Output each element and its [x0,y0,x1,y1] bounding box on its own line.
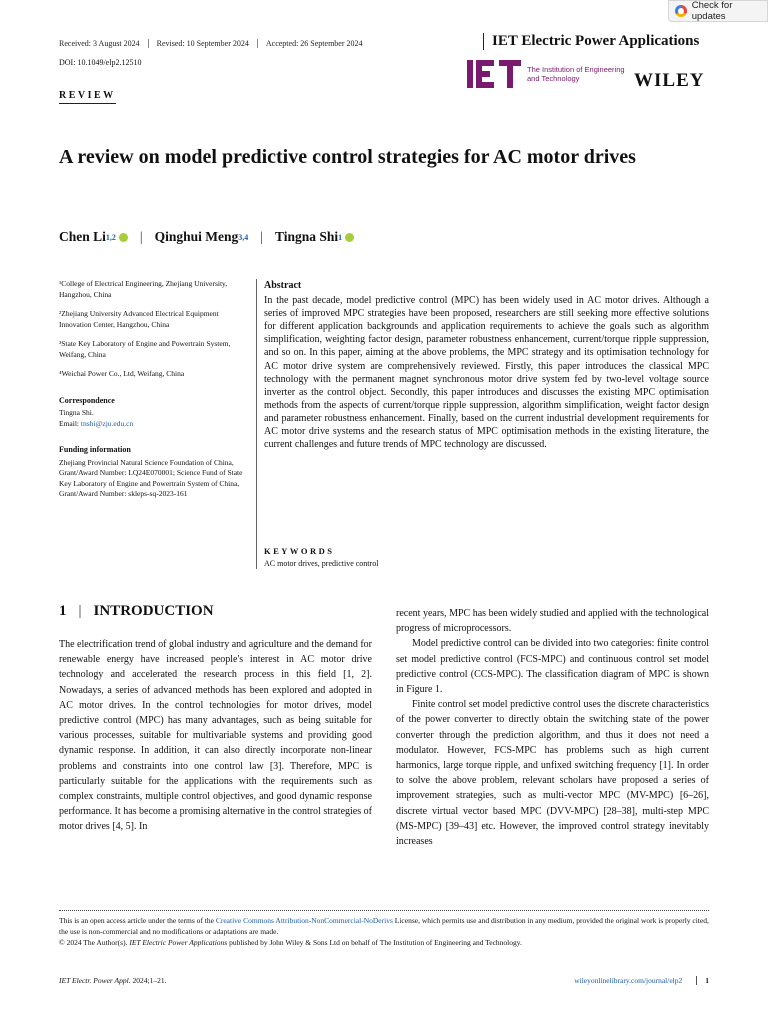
article-info-sidebar [59,279,249,500]
article-dates [59,39,371,48]
abstract [264,279,709,451]
license-link[interactable]: Creative Commons Attribution-NonCommercial-NoDerivs [215,916,393,925]
affiliation: ²Zhejiang University Advanced Electrical Equipment Innovation Center, Hangzhou, China [59,309,219,329]
check-for-updates-label: Check for updates [691,0,733,22]
section-separator: | [78,603,82,619]
correspondence-name: Tingna Shi. [59,408,94,417]
body-paragraph: recent years, MPC has been widely studied and applied with the technological progress of microprocessors. [396,608,709,635]
email-link[interactable]: tnshi@zju.edu.cn [80,418,134,428]
author-list [59,229,354,245]
funding-text: Zhejiang Provincial Natural Science Foundation of China, Grant/Award Number: LQ24E070001; Science Fund of State Key Laboratory of Engine and Powertrain System of China, Grant/Award Number: skleps-sq-2023-161 [59,457,243,498]
crossmark-icon [675,5,687,17]
section-number: 1 [59,603,67,619]
page-footer [59,976,709,985]
citation-year-pages: 2024;1–21. [130,976,167,985]
section-heading [59,603,214,620]
license-footnote [59,915,709,948]
body-paragraph: The electrification trend of global industry and agriculture and the demand for renewable energy have increased people's interest in AC motor drive technology and accelerated the research process in this field [1, 2]. Nowadays, a series of advanced methods has been explored and adopted in AC motor drives. In the control technologies for motor drives, model predictive control (MPC) has many advantages, such as being suitable for various processes, suitable for multivariable systems and providing good dynamic response. In addition, it can also directly incorporate non-linear problems and constraints into one control law [3]. Therefore, MPC is particularly suitable for the applications with the requirements such as complex constraints, multiple control objectives, and good dynamic response performance. It has become a promising alternative in the control strategies of motor drives [4, 5]. In [59,639,372,833]
iet-logo [467,60,637,88]
correspondence-email-row [59,419,249,430]
license-text: License, which permits use and distribution in any medium, provided the original work is properly cited, the use is non-commercial and no modifications or adaptations are made. [59,916,709,936]
received-date: Received: 3 August 2024 [59,39,140,48]
correspondence-heading: Correspondence [59,395,115,405]
keywords-text: AC motor drives, predictive control [264,559,379,568]
license-text: This is an open access article under the terms of the [59,916,216,925]
check-for-updates-button[interactable] [668,0,768,22]
article-title: A review on model predictive control strategies for AC motor drives [59,146,636,168]
accepted-date: Accepted: 26 September 2024 [257,39,371,48]
copyright-journal: IET Electric Power Applications [129,938,228,947]
copyright-text: © 2024 The Author(s). [59,938,130,947]
section-title: INTRODUCTION [93,603,214,619]
wiley-logo: WILEY [634,70,705,91]
footnote-divider [59,910,709,911]
keywords-heading: KEYWORDS [264,546,335,556]
affiliation: ⁴Weichai Power Co., Ltd, Weifang, China [59,369,185,378]
citation-journal: IET Electr. Power Appl. [59,976,131,985]
body-paragraph: Finite control set model predictive control uses the discrete characteristics of the power converter to directly obtain the switching state of the power converter through the prediction algorithm, and thus it does not need a modulator. However, FCS-MPC has problems such as high current harmonics, large torque ripple, and unfixed switching frequency [1]. In order to solve the above problem, relevant scholars have proposed a series of improvement strategies, such as multi-vector MPC (MV-MPC) [6–26], discrete virtual vector based MPC (DVV-MPC) [28–38], multi-step MPC (MS-MPC) [39–43] etc. However, the improved control strategy inevitably increases [396,699,709,848]
license-line [59,915,709,937]
institution-name: The Institution of Engineering and Technology [527,65,625,83]
column-divider [256,279,257,569]
iet-logo-mark [467,60,521,88]
body-column-left [59,637,372,835]
author-name[interactable]: Tingna Shi [274,229,339,244]
affiliation: ¹College of Electrical Engineering, Zhejiang University, Hangzhou, China [59,279,228,299]
author-name[interactable]: Qinghui Meng [154,229,239,244]
orcid-icon[interactable] [119,233,128,242]
journal-name: IET Electric Power Applications [483,33,699,50]
body-column-right [396,606,709,849]
keywords [264,546,378,568]
author-separator: | [260,229,263,244]
page-number: 1 [696,976,709,985]
affiliation: ³State Key Laboratory of Engine and Powertrain System, Weifang, China [59,339,231,359]
author-separator: | [139,229,143,244]
doi[interactable]: DOI: 10.1049/elp2.12510 [59,58,142,67]
copyright-text: published by John Wiley & Sons Ltd on behalf of The Institution of Engineering and Technology. [227,938,522,947]
abstract-text: In the past decade, model predictive control (MPC) has been widely used in AC motor drives. Although a series of improved MPC strategies have been proposed, researchers are still seeking more effective solutions for different application backgrounds and application requirements to achieve the goals such as algorithm simplification, weighting factor design, parameter robustness enhancement, current/torque ripple suppression, and so on. In this paper, aiming at the above problems, the MPC strategy and its optimisation technology for AC motor drive system are comprehensively reviewed. Firstly, this paper introduces the classical MPC technology with the permanent magnet synchronous motor drive system fed by two-level voltage source inverter as the control object. Secondly, this paper introduces and discusses the existing MPC optimisation methods from the aspects of current/torque ripple suppression, algorithm simplification, weight factor design and parameter robustness enhancement. Finally, based on the current industrial development requirements for AC motor drive systems and the research status of MPC optimisation methods in the existing literature, the current challenges and future trends of MPC technology are discussed. [264,295,709,451]
footer-right [574,976,709,985]
funding-heading: Funding information [59,445,131,454]
revised-date: Revised: 10 September 2024 [148,39,257,48]
journal-url-link[interactable]: wileyonlinelibrary.com/journal/elp2 [574,976,683,985]
body-paragraph: Model predictive control can be divided into two categories: finite control set model predictive control (FCS-MPC) and continuous control set model predictive control (CCS-MPC). The classification diagram of MPC is shown in Figure 1. [396,638,709,696]
copyright-line [59,937,709,948]
orcid-icon[interactable] [345,233,354,242]
author-affiliation-sup[interactable]: 3,4 [238,232,249,242]
citation [59,976,166,985]
abstract-heading: Abstract [264,280,302,291]
email-label: Email: [59,418,79,428]
author-affiliation-sup[interactable]: 1 [338,232,343,242]
section-tag: REVIEW [59,90,116,104]
author-name[interactable]: Chen Li [59,229,106,244]
author-affiliation-sup[interactable]: 1,2 [105,232,116,242]
